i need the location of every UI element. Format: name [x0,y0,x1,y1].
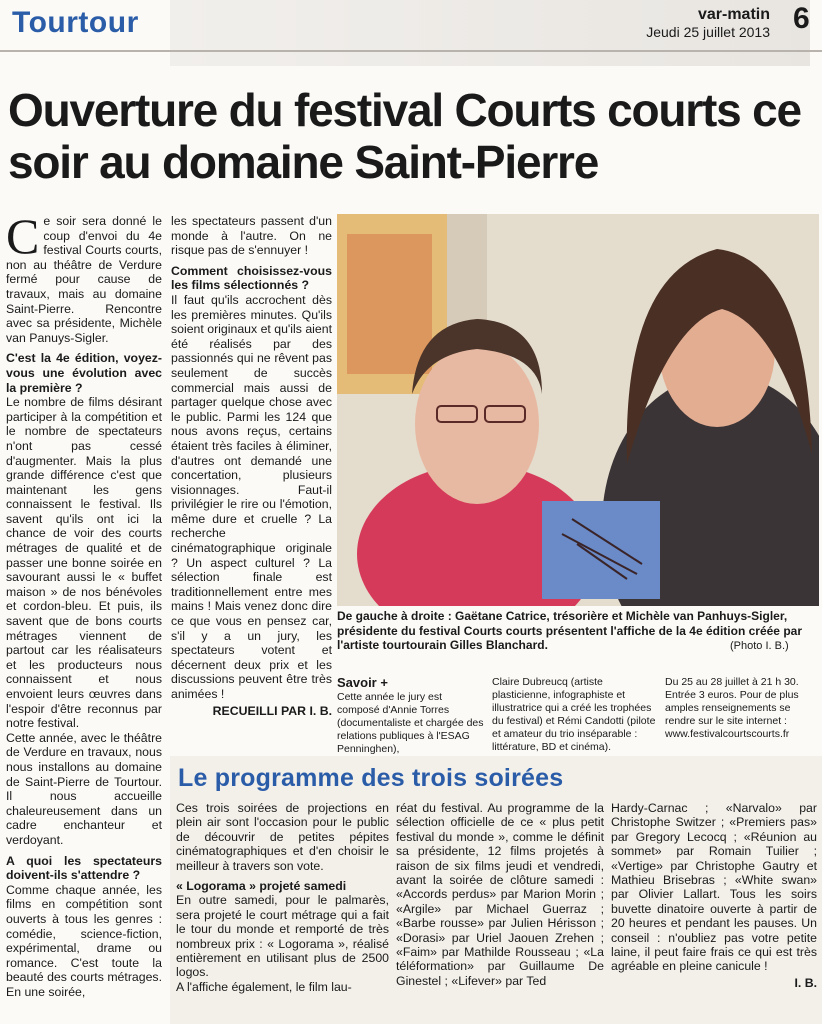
question-1: C'est la 4e édition, voyez-vous une évolution avec la première ? [6,351,162,395]
photo-credit: (Photo I. B.) [730,640,789,652]
issue-date: Jeudi 25 juillet 2013 [646,24,770,40]
answer-1b: Cette année, avec le théâtre de Verdure en travaux, nous nous installons au domaine de Saint-Pierre de Tourtour. Il nous accueille chaleureusement dans un cadre enchanteur et verdoyant. [6,730,162,847]
programme-logorama: En outre samedi, pour le palmarès, sera projeté le court métrage qui a fait le tour du monde et remporté de très nombreux prix : « Logorama », réalisé entièrement en utilisant plus de 2500 logos. [176,893,389,980]
article-column-2 [171,214,332,718]
savoir-plus-box [337,676,822,756]
programme-column-3 [611,801,817,990]
programme-col1-end: A l'affiche également, le film lau- [176,979,352,994]
programme-selection: réat du festival. Au programme de la sélection officielle de ce « plus petit festival du monde », comme le définit sa présidente, 12 films projetés à raison de six films jeudi et vendredi, avant la soirée de clôture samedi : «Accords perdus» par Marion Morin ; «Argile» par Michael Guerraz ; «Barbe rousse» par Julien Hérisson ; «Dorasi» par Uriel Jaouen Zrehen ; «Faim» par Mathilde Rousseau ; «La téléformation» par Guillaume De Ginestel ; «Lifever» par Ted [396,801,604,988]
answer-2b: les spectateurs passent d'un monde à l'autre. On ne risque pas de s'ennuyer ! [171,214,332,258]
article-signature: RECUEILLI PAR I. B. [212,703,332,718]
article-photo [337,214,819,606]
question-3: Comment choisissez-vous les films sélectionnés ? [171,263,332,293]
answer-2: Comme chaque année, les films en compétition sont ouverts à tous les genres : comédie, science-fiction, expérimental, drame ou romance. C'est toute la beauté des courts métrages. En une soirée, [6,882,162,999]
programme-title: Le programme des trois soirées [178,764,564,792]
savoir-text-3: Du 25 au 28 juillet à 21 h 30. Entrée 3 euros. Pour de plus amples renseignements se rendre sur le site internet : www.festivalcourtscourts.fr [665,676,799,740]
programme-intro: Ces trois soirées de projections en plein air sont l'occasion pour le public de découvrir de petites pépites cinématographiques et d'en choisir le meilleur à travers son vote. [176,801,389,873]
savoir-text-1: Cette année le jury est composé d'Annie Torres (documentaliste et chargée des relations publiques à l'ESAG Penninghen), [337,691,484,755]
dropcap: C [6,208,40,264]
programme-column-1 [176,801,389,994]
programme-column-2 [396,801,604,988]
header-rule [0,50,822,52]
savoir-title: Savoir + [337,675,388,690]
newspaper-name: var-matin [697,6,770,23]
masthead [575,6,770,40]
answer-1: Le nombre de films désirant participer à la compétition et le nombre de spectateurs n'ont pas cessé d'augmenter. Mais la plus grande différence c'est que maintenant les gens connaissent le festival. Ils savent qu'ils ont ici la chance de voir des courts métrages de qualité et de passer une bonne soirée en savourant aussi le « buffet maison » de nos bénévoles et cordon-bleu. Et puis, ils savent que de bons courts métrages viennent de partout car les réalisateurs et les producteurs nous connaissent et nous envoient leurs œuvres dans l'espoir d'être reconnus par notre festival. [6,395,162,731]
page-number: 6 [793,2,810,35]
programme-subheading: « Logorama » projeté samedi [176,879,347,894]
question-2: A quoi les spectateurs doivent-ils s'attendre ? [6,853,162,883]
programme-selection-end: Hardy-Carnac ; «Narvalo» par Christophe Switzer ; «Premiers pas» par Gregory Lecocq ; «Réunion au sommet» par Romain Tuilier ; «Vertige» par Christophe Gautry et Mathieu Brisebras ; «White swan» par Olivier Lallart. Tous les soirs buvette dinatoire ouverte à partir de 20 heures et pendant les pauses. Un conseil : n'oubliez pas votre petite laine, il peut faire frais ce qui est très agréable en pleine canicule ! [611,801,817,974]
savoir-text-2: Claire Dubreucq (artiste plasticienne, infographiste et illustratrice qui a créé les trophées du festival) et Rémi Candotti (pilote et amateur du trio inséparable : littérature, BD et cinéma). [492,676,656,753]
photo-caption: De gauche à droite : Gaëtane Catrice, trésorière et Michèle van Panhuys-Sigler, présidente du festival Courts courts présentent l'affiche de la 4e édition créée par l'artiste tourtourain Gilles Blanchard. [337,609,802,652]
section-title: Tourtour [12,6,139,39]
answer-3: Il faut qu'ils accrochent dès les premières minutes. Qu'ils soient originaux et qu'ils aient été réalisés par des passionnés qui ne rêvent pas seulement de succès commercial mais aussi de partager quelque chose avec le public. Parmi les 124 que nous avons reçus, certains étaient très faciles à éliminer, d'autres ont demandé une concertation, plusieurs visionnages. Faut-il privilégier le rire ou l'émotion, même dure et cruelle ? La recherche cinématographique originale ? Un aspect culturel ? La sélection finale est traditionnellement entre mes mains ! Mais venez donc dire ce que vous en pensez car, s'il y a un jury, les spectateurs votent et décernent deux prix et les discussions peuvent être très animées ! [171,292,332,701]
article-intro: e soir sera donné le coup d'envoi du 4e festival Courts courts, non au théâtre de Verdure fermé pour cause de travaux, mais au domaine Saint-Pierre. Rencontre avec sa présidente, Michèle van Panuys-Sigler. [6,214,162,345]
photo-illustration [337,214,819,606]
programme-signature: I. B. [794,975,817,990]
article-column-1 [6,208,162,999]
headline: Ouverture du festival Courts courts ce soir au domaine Saint-Pierre [8,84,801,188]
